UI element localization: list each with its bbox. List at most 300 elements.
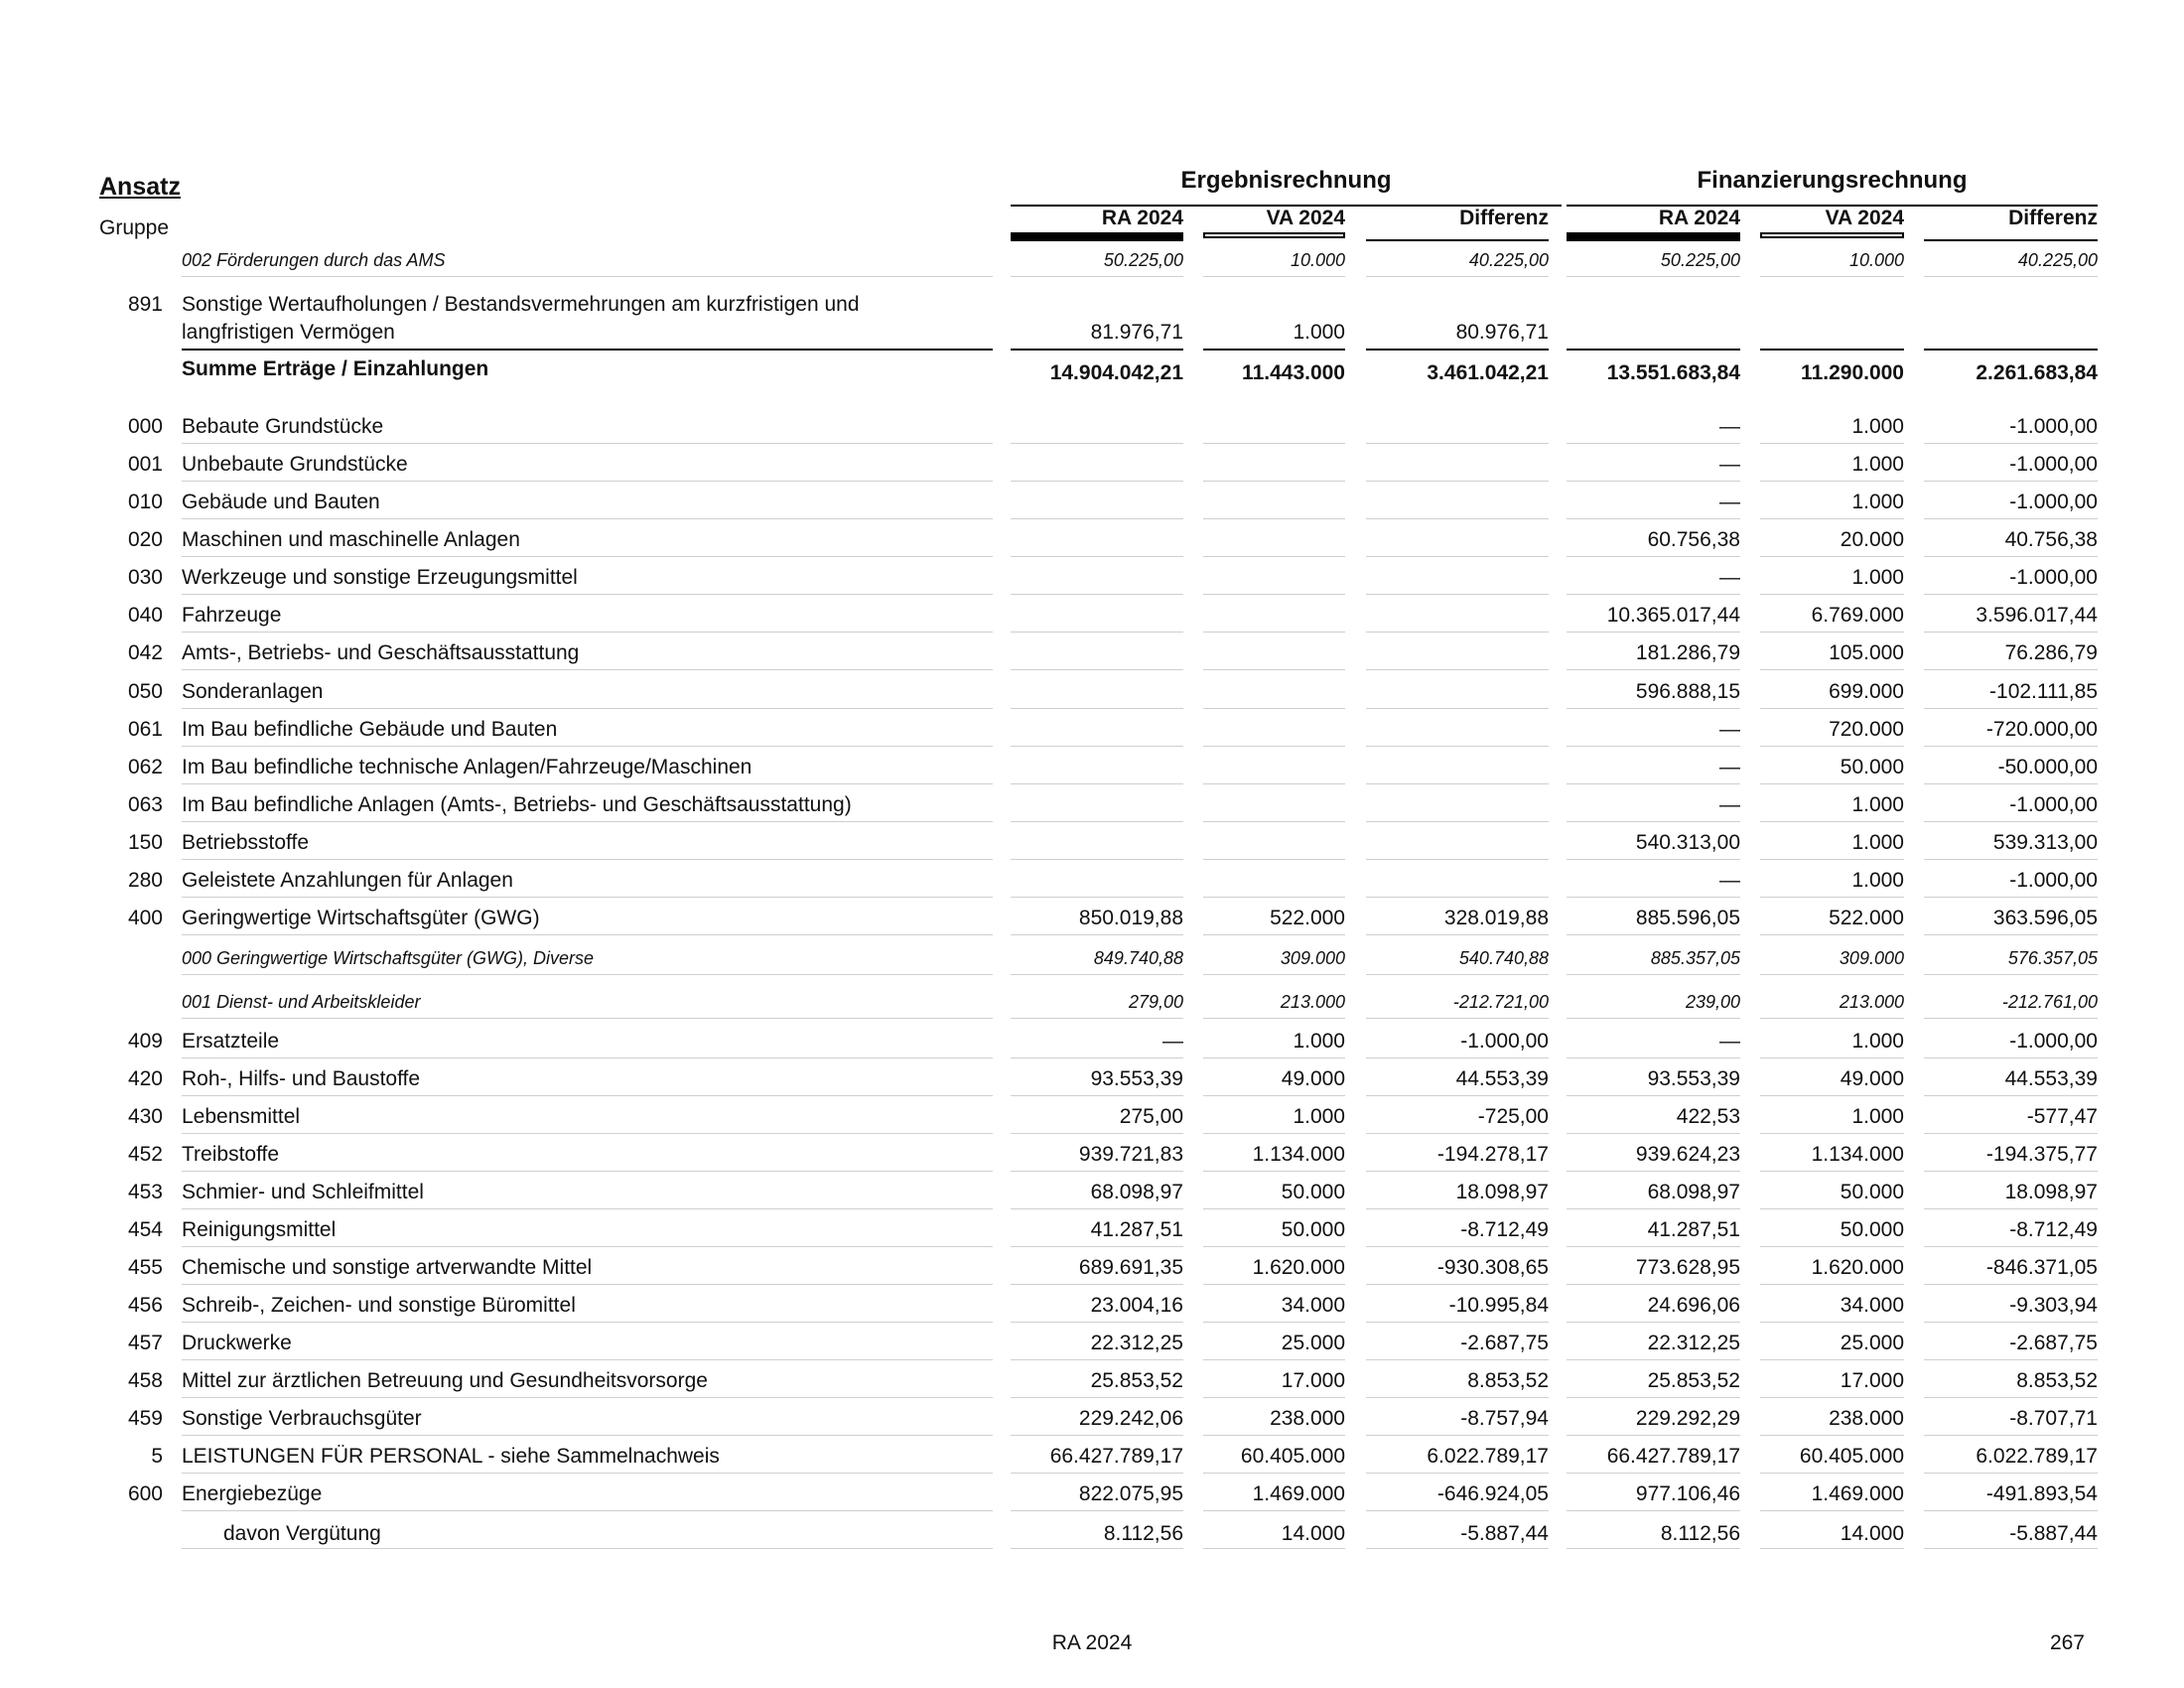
row-label: Sonstige Verbrauchsgüter: [182, 1407, 422, 1430]
value-ergebnis-differenz: 328.019,88: [1443, 907, 1549, 929]
cell-rule: [1366, 669, 1549, 670]
cell-rule: [1366, 1171, 1549, 1172]
value-finanz-differenz: -102.111,85: [1989, 680, 2098, 703]
cell-rule: [1011, 1473, 1183, 1474]
cell-rule: [1011, 1435, 1183, 1436]
cell-rule: [1567, 594, 1740, 595]
ansatz-code: 061: [127, 718, 163, 741]
column-header-gruppe: Gruppe: [99, 216, 170, 239]
cell-rule: [1924, 1284, 2098, 1285]
value-ergebnis-differenz: -212.721,00: [1452, 992, 1549, 1012]
value-finanz-va-2024: 309.000: [1839, 948, 1904, 968]
cell-rule: [1203, 708, 1345, 709]
cell-rule: [1203, 1171, 1345, 1172]
cell-rule: [1924, 821, 2098, 822]
ansatz-code: 020: [127, 528, 163, 551]
row-label: Im Bau befindliche Anlagen (Amts-, Betriebs- und Geschäftsausstattung): [182, 793, 852, 816]
row-label: Im Bau befindliche Gebäude und Bauten: [182, 718, 558, 741]
value-ergebnis-va-2024: 17.000: [1281, 1369, 1345, 1392]
cell-rule: [1760, 1359, 1904, 1360]
row-rule: [182, 1548, 993, 1549]
row-label: Roh-, Hilfs- und Baustoffe: [182, 1067, 421, 1090]
cell-rule: [1760, 1171, 1904, 1172]
value-finanz-differenz: 539.313,00: [1992, 831, 2098, 854]
value-ergebnis-differenz: -930.308,65: [1436, 1256, 1549, 1279]
cell-rule: [1203, 1322, 1345, 1323]
value-ergebnis-va-2024: 522.000: [1270, 907, 1345, 929]
value-finanz-ra-2024: 773.628,95: [1635, 1256, 1740, 1279]
value-finanz-ra-2024: 229.292,29: [1635, 1407, 1740, 1430]
cell-rule: [1203, 1473, 1345, 1474]
value-finanz-va-2024: 60.405.000: [1799, 1445, 1904, 1468]
cell-rule: [1567, 1057, 1740, 1058]
value-finanz-va-2024: 14.000: [1840, 1522, 1904, 1545]
value-finanz-differenz: -8.707,71: [2009, 1407, 2098, 1430]
cell-rule: [1760, 1322, 1904, 1323]
row-label-continued: langfristigen Vermögen: [182, 321, 395, 344]
cell-rule: [1366, 934, 1549, 935]
cell-rule: [1366, 1284, 1549, 1285]
row-label: Sonstige Wertaufholungen / Bestandsvermehrungen am kurzfristigen und: [182, 293, 860, 316]
cell-rule: [1924, 669, 2098, 670]
ansatz-code: 010: [127, 491, 163, 513]
group-title-finanzierungsrechnung: Finanzierungsrechnung: [1697, 167, 1968, 194]
value-finanz-differenz: -846.371,05: [1985, 1256, 2098, 1279]
row-rule: [182, 1057, 993, 1058]
value-finanz-differenz: 2.261.683,84: [1976, 361, 2098, 384]
row-rule: [182, 349, 993, 351]
value-finanz-differenz: -1.000,00: [2009, 491, 2098, 513]
value-finanz-va-2024: 49.000: [1840, 1067, 1904, 1090]
cell-rule: [1924, 1510, 2098, 1511]
value-ergebnis-ra-2024: 822.075,95: [1078, 1482, 1183, 1505]
value-ergebnis-ra-2024: 939.721,83: [1078, 1143, 1183, 1166]
value-ergebnis-va-2024: 49.000: [1281, 1067, 1345, 1090]
row-rule: [182, 443, 993, 444]
value-ergebnis-va-2024: 1.469.000: [1252, 1482, 1345, 1505]
value-finanz-ra-2024: 24.696,06: [1647, 1294, 1740, 1317]
cell-rule: [1011, 349, 1183, 351]
value-finanz-va-2024: 50.000: [1840, 1181, 1904, 1203]
ansatz-code: 000: [127, 415, 163, 438]
value-ergebnis-ra-2024: 22.312,25: [1090, 1332, 1183, 1354]
row-label: 001 Dienst- und Arbeitskleider: [182, 992, 421, 1012]
value-finanz-differenz: -212.761,00: [2001, 992, 2098, 1012]
cell-rule: [1924, 276, 2098, 277]
value-ergebnis-va-2024: 1.620.000: [1252, 1256, 1345, 1279]
value-finanz-differenz: -1.000,00: [2009, 566, 2098, 589]
row-rule: [182, 594, 993, 595]
cell-rule: [1011, 821, 1183, 822]
cell-rule: [1366, 783, 1549, 784]
cell-rule: [1203, 556, 1345, 557]
value-finanz-ra-2024: 93.553,39: [1647, 1067, 1740, 1090]
cell-rule: [1011, 1397, 1183, 1398]
cell-rule: [1366, 974, 1549, 975]
ansatz-code: 891: [127, 293, 163, 316]
cell-rule: [1366, 1057, 1549, 1058]
cell-rule: [1924, 934, 2098, 935]
value-finanz-differenz: -1.000,00: [2009, 1030, 2098, 1053]
cell-rule: [1924, 1095, 2098, 1096]
cell-rule: [1924, 1208, 2098, 1209]
row-label: Betriebsstoffe: [182, 831, 310, 854]
ansatz-code: 280: [127, 869, 163, 892]
value-finanz-va-2024: 238.000: [1829, 1407, 1904, 1430]
cell-rule: [1924, 481, 2098, 482]
cell-rule: [1760, 276, 1904, 277]
cell-rule: [1760, 594, 1904, 595]
cell-rule: [1567, 1133, 1740, 1134]
ansatz-code: 453: [127, 1181, 163, 1203]
cell-rule: [1760, 518, 1904, 519]
row-label: Maschinen und maschinelle Anlagen: [182, 528, 520, 551]
value-ergebnis-va-2024: 34.000: [1281, 1294, 1345, 1317]
value-finanz-ra-2024: —: [1719, 1030, 1740, 1053]
ansatz-code: 030: [127, 566, 163, 589]
cell-rule: [1366, 594, 1549, 595]
row-rule: [182, 1018, 993, 1019]
value-ergebnis-differenz: 40.225,00: [1468, 250, 1549, 270]
cell-rule: [1567, 897, 1740, 898]
value-ergebnis-ra-2024: 68.098,97: [1090, 1181, 1183, 1203]
row-rule: [182, 1246, 993, 1247]
value-finanz-differenz: -577,47: [2026, 1105, 2098, 1128]
cell-rule: [1567, 481, 1740, 482]
cell-rule: [1567, 1510, 1740, 1511]
cell-rule: [1760, 1548, 1904, 1549]
ansatz-code: 459: [127, 1407, 163, 1430]
column-header-marker: [1760, 232, 1904, 238]
cell-rule: [1924, 897, 2098, 898]
value-ergebnis-va-2024: 1.000: [1293, 1105, 1345, 1128]
row-rule: [182, 859, 993, 860]
row-rule: [182, 746, 993, 747]
cell-rule: [1203, 1208, 1345, 1209]
cell-rule: [1011, 1095, 1183, 1096]
value-ergebnis-va-2024: 25.000: [1281, 1332, 1345, 1354]
cell-rule: [1011, 746, 1183, 747]
value-ergebnis-va-2024: 50.000: [1281, 1181, 1345, 1203]
cell-rule: [1366, 632, 1549, 633]
row-rule: [182, 518, 993, 519]
row-rule: [182, 276, 993, 277]
cell-rule: [1924, 518, 2098, 519]
value-finanz-va-2024: 1.000: [1851, 793, 1904, 816]
ansatz-code: 457: [127, 1332, 163, 1354]
cell-rule: [1924, 1057, 2098, 1058]
cell-rule: [1760, 669, 1904, 670]
cell-rule: [1366, 349, 1549, 351]
cell-rule: [1567, 632, 1740, 633]
cell-rule: [1567, 1018, 1740, 1019]
cell-rule: [1203, 1548, 1345, 1549]
value-finanz-differenz: -1.000,00: [2009, 453, 2098, 476]
value-ergebnis-ra-2024: 689.691,35: [1078, 1256, 1183, 1279]
cell-rule: [1011, 1171, 1183, 1172]
cell-rule: [1203, 1510, 1345, 1511]
cell-rule: [1011, 934, 1183, 935]
ansatz-code: 001: [127, 453, 163, 476]
column-header-finanz-ra-2024: RA 2024: [1658, 207, 1740, 229]
row-label: Treibstoffe: [182, 1143, 280, 1166]
cell-rule: [1203, 1095, 1345, 1096]
cell-rule: [1567, 821, 1740, 822]
row-label: Reinigungsmittel: [182, 1218, 337, 1241]
value-finanz-differenz: -9.303,94: [2009, 1294, 2098, 1317]
cell-rule: [1924, 859, 2098, 860]
cell-rule: [1567, 556, 1740, 557]
cell-rule: [1567, 1359, 1740, 1360]
row-rule: [182, 669, 993, 670]
footer-report-label: RA 2024: [1051, 1631, 1133, 1654]
cell-rule: [1567, 1435, 1740, 1436]
value-ergebnis-differenz: -1.000,00: [1460, 1030, 1549, 1053]
value-finanz-ra-2024: 13.551.683,84: [1606, 361, 1740, 384]
ansatz-code: 063: [127, 793, 163, 816]
cell-rule: [1203, 632, 1345, 633]
cell-rule: [1760, 897, 1904, 898]
value-finanz-va-2024: 1.000: [1851, 415, 1904, 438]
ansatz-code: 600: [127, 1482, 163, 1505]
value-ergebnis-differenz: 3.461.042,21: [1427, 361, 1549, 384]
row-rule: [182, 632, 993, 633]
cell-rule: [1567, 1473, 1740, 1474]
cell-rule: [1924, 594, 2098, 595]
value-finanz-va-2024: 1.000: [1851, 453, 1904, 476]
cell-rule: [1760, 1095, 1904, 1096]
cell-rule: [1366, 1473, 1549, 1474]
ansatz-code: 150: [127, 831, 163, 854]
cell-rule: [1011, 481, 1183, 482]
cell-rule: [1203, 1018, 1345, 1019]
value-ergebnis-va-2024: 309.000: [1280, 948, 1345, 968]
cell-rule: [1203, 1435, 1345, 1436]
value-finanz-va-2024: 50.000: [1840, 1218, 1904, 1241]
value-ergebnis-ra-2024: 279,00: [1128, 992, 1183, 1012]
value-finanz-va-2024: 34.000: [1840, 1294, 1904, 1317]
cell-rule: [1366, 1208, 1549, 1209]
value-finanz-va-2024: 10.000: [1848, 250, 1904, 270]
cell-rule: [1567, 1284, 1740, 1285]
value-finanz-ra-2024: 60.756,38: [1647, 528, 1740, 551]
cell-rule: [1924, 1359, 2098, 1360]
row-label: 000 Geringwertige Wirtschaftsgüter (GWG), Diverse: [182, 948, 594, 968]
cell-rule: [1011, 1284, 1183, 1285]
row-label: Im Bau befindliche technische Anlagen/Fahrzeuge/Maschinen: [182, 756, 752, 778]
row-rule: [182, 1435, 993, 1436]
cell-rule: [1567, 1208, 1740, 1209]
cell-rule: [1760, 1133, 1904, 1134]
cell-rule: [1366, 443, 1549, 444]
cell-rule: [1366, 1246, 1549, 1247]
cell-rule: [1924, 1171, 2098, 1172]
cell-rule: [1924, 1473, 2098, 1474]
cell-rule: [1203, 669, 1345, 670]
row-label: Geringwertige Wirtschaftsgüter (GWG): [182, 907, 540, 929]
cell-rule: [1203, 481, 1345, 482]
value-finanz-va-2024: 50.000: [1840, 756, 1904, 778]
cell-rule: [1760, 556, 1904, 557]
column-header-marker: [1924, 239, 2098, 241]
cell-rule: [1760, 934, 1904, 935]
value-ergebnis-ra-2024: 849.740,88: [1093, 948, 1183, 968]
cell-rule: [1760, 1510, 1904, 1511]
cell-rule: [1011, 632, 1183, 633]
value-ergebnis-ra-2024: —: [1162, 1030, 1183, 1053]
value-finanz-va-2024: 1.134.000: [1811, 1143, 1904, 1166]
row-rule: [182, 556, 993, 557]
value-finanz-differenz: -5.887,44: [2009, 1522, 2098, 1545]
cell-rule: [1924, 1322, 2098, 1323]
cell-rule: [1924, 1435, 2098, 1436]
row-rule: [182, 1284, 993, 1285]
value-finanz-differenz: -194.375,77: [1985, 1143, 2098, 1166]
row-rule: [182, 708, 993, 709]
cell-rule: [1760, 974, 1904, 975]
cell-rule: [1011, 708, 1183, 709]
value-ergebnis-ra-2024: 25.853,52: [1090, 1369, 1183, 1392]
cell-rule: [1760, 1435, 1904, 1436]
column-header-finanz-va-2024: VA 2024: [1825, 207, 1904, 229]
value-finanz-differenz: 18.098,97: [2004, 1181, 2098, 1203]
cell-rule: [1366, 276, 1549, 277]
value-finanz-ra-2024: —: [1719, 718, 1740, 741]
value-finanz-differenz: -1.000,00: [2009, 869, 2098, 892]
row-rule: [182, 1133, 993, 1134]
row-rule: [182, 897, 993, 898]
cell-rule: [1760, 708, 1904, 709]
cell-rule: [1567, 859, 1740, 860]
value-ergebnis-va-2024: 50.000: [1281, 1218, 1345, 1241]
value-finanz-ra-2024: —: [1719, 415, 1740, 438]
value-finanz-ra-2024: 68.098,97: [1647, 1181, 1740, 1203]
row-label: Druckwerke: [182, 1332, 292, 1354]
cell-rule: [1567, 1095, 1740, 1096]
row-label: Energiebezüge: [182, 1482, 323, 1505]
cell-rule: [1924, 746, 2098, 747]
row-rule: [182, 1208, 993, 1209]
ansatz-code: 452: [127, 1143, 163, 1166]
cell-rule: [1760, 349, 1904, 351]
value-finanz-differenz: 363.596,05: [1992, 907, 2098, 929]
value-finanz-ra-2024: 885.596,05: [1635, 907, 1740, 929]
cell-rule: [1760, 1473, 1904, 1474]
row-label: Fahrzeuge: [182, 604, 282, 627]
row-label: Summe Erträge / Einzahlungen: [182, 357, 489, 380]
cell-rule: [1203, 1397, 1345, 1398]
value-finanz-ra-2024: 596.888,15: [1635, 680, 1740, 703]
cell-rule: [1011, 1057, 1183, 1058]
row-label: Werkzeuge und sonstige Erzeugungsmittel: [182, 566, 578, 589]
cell-rule: [1760, 1018, 1904, 1019]
value-ergebnis-ra-2024: 14.904.042,21: [1049, 361, 1183, 384]
value-finanz-va-2024: 25.000: [1840, 1332, 1904, 1354]
cell-rule: [1760, 1057, 1904, 1058]
cell-rule: [1567, 443, 1740, 444]
value-finanz-differenz: 576.357,05: [2007, 948, 2098, 968]
cell-rule: [1203, 1284, 1345, 1285]
value-ergebnis-differenz: -646.924,05: [1436, 1482, 1549, 1505]
value-ergebnis-differenz: -8.757,94: [1460, 1407, 1549, 1430]
cell-rule: [1924, 556, 2098, 557]
value-ergebnis-differenz: -5.887,44: [1460, 1522, 1549, 1545]
value-finanz-ra-2024: —: [1719, 793, 1740, 816]
column-header-ergebnis-ra-2024: RA 2024: [1101, 207, 1183, 229]
value-finanz-ra-2024: —: [1719, 869, 1740, 892]
value-ergebnis-va-2024: 213.000: [1280, 992, 1345, 1012]
ansatz-code: 458: [127, 1369, 163, 1392]
cell-rule: [1011, 443, 1183, 444]
value-finanz-va-2024: 699.000: [1829, 680, 1904, 703]
cell-rule: [1567, 349, 1740, 351]
value-finanz-va-2024: 6.769.000: [1811, 604, 1904, 627]
value-ergebnis-ra-2024: 41.287,51: [1090, 1218, 1183, 1241]
value-ergebnis-differenz: -194.278,17: [1436, 1143, 1549, 1166]
value-finanz-ra-2024: 25.853,52: [1647, 1369, 1740, 1392]
cell-rule: [1011, 974, 1183, 975]
value-ergebnis-ra-2024: 229.242,06: [1078, 1407, 1183, 1430]
cell-rule: [1203, 1359, 1345, 1360]
cell-rule: [1011, 276, 1183, 277]
cell-rule: [1567, 746, 1740, 747]
cell-rule: [1203, 1246, 1345, 1247]
value-ergebnis-va-2024: 238.000: [1270, 1407, 1345, 1430]
cell-rule: [1924, 443, 2098, 444]
cell-rule: [1366, 859, 1549, 860]
value-finanz-ra-2024: 8.112,56: [1660, 1522, 1740, 1545]
cell-rule: [1924, 349, 2098, 351]
value-finanz-differenz: -50.000,00: [1997, 756, 2098, 778]
value-ergebnis-ra-2024: 66.427.789,17: [1049, 1445, 1183, 1468]
cell-rule: [1203, 859, 1345, 860]
value-finanz-differenz: -1.000,00: [2009, 793, 2098, 816]
cell-rule: [1203, 1133, 1345, 1134]
row-label: Mittel zur ärztlichen Betreuung und Gesundheitsvorsorge: [182, 1369, 708, 1392]
cell-rule: [1203, 1057, 1345, 1058]
value-ergebnis-ra-2024: 8.112,56: [1103, 1522, 1183, 1545]
value-finanz-ra-2024: 50.225,00: [1660, 250, 1740, 270]
row-rule: [182, 1095, 993, 1096]
value-finanz-differenz: 6.022.789,17: [1976, 1445, 2098, 1468]
cell-rule: [1366, 1095, 1549, 1096]
cell-rule: [1366, 481, 1549, 482]
value-ergebnis-differenz: 18.098,97: [1455, 1181, 1549, 1203]
cell-rule: [1011, 897, 1183, 898]
row-rule: [182, 1473, 993, 1474]
cell-rule: [1366, 746, 1549, 747]
row-label: Schreib-, Zeichen- und sonstige Büromittel: [182, 1294, 576, 1317]
cell-rule: [1203, 974, 1345, 975]
cell-rule: [1011, 1548, 1183, 1549]
value-finanz-va-2024: 1.000: [1851, 1030, 1904, 1053]
cell-rule: [1924, 1133, 2098, 1134]
value-finanz-differenz: -2.687,75: [2009, 1332, 2098, 1354]
cell-rule: [1011, 1322, 1183, 1323]
value-finanz-differenz: 8.853,52: [2016, 1369, 2098, 1392]
value-finanz-ra-2024: 939.624,23: [1635, 1143, 1740, 1166]
value-ergebnis-va-2024: 1.134.000: [1252, 1143, 1345, 1166]
cell-rule: [1011, 518, 1183, 519]
cell-rule: [1760, 632, 1904, 633]
column-header-marker: [1203, 232, 1345, 238]
cell-rule: [1203, 349, 1345, 351]
value-finanz-va-2024: 17.000: [1840, 1369, 1904, 1392]
value-finanz-ra-2024: 41.287,51: [1647, 1218, 1740, 1241]
ansatz-code: 409: [127, 1030, 163, 1053]
cell-rule: [1567, 1548, 1740, 1549]
value-finanz-ra-2024: 181.286,79: [1635, 641, 1740, 664]
